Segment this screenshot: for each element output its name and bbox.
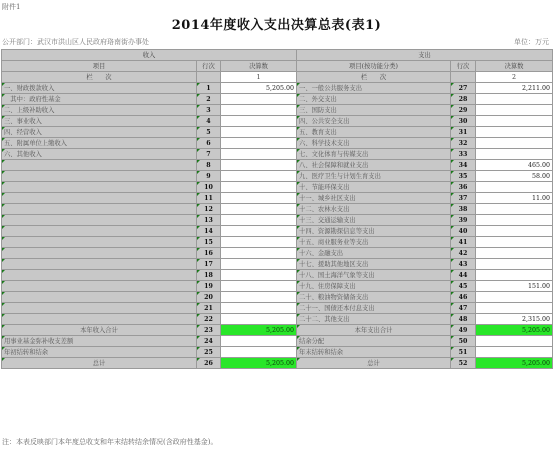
income-row-number: 20 [197, 292, 221, 303]
income-item-label: 其中：政府性基金 [2, 94, 197, 105]
income-amount [221, 182, 297, 193]
income-col-blank [197, 72, 221, 83]
table-row [2, 303, 553, 314]
income-amount [221, 259, 297, 270]
income-row-number: 23 [197, 325, 221, 336]
table-row [2, 204, 553, 215]
expenditure-row-number: 48 [451, 314, 476, 325]
income-row-number: 2 [197, 94, 221, 105]
expenditure-row-number: 27 [451, 83, 476, 94]
expenditure-amount: 2,211.00 [476, 83, 553, 94]
table-row [2, 105, 553, 116]
income-item-label [2, 248, 197, 259]
table-row [2, 215, 553, 226]
income-amount-header: 决算数 [221, 61, 297, 72]
expenditure-item-label: 五、教育支出 [297, 127, 451, 138]
expenditure-amount [476, 270, 553, 281]
expenditure-row-number: 37 [451, 193, 476, 204]
expenditure-row-number: 50 [451, 336, 476, 347]
income-amount [221, 248, 297, 259]
expenditure-item-label: 二十、粮油物资储备支出 [297, 292, 451, 303]
summary-row [2, 347, 553, 358]
expenditure-row-number: 32 [451, 138, 476, 149]
income-row-number: 9 [197, 171, 221, 182]
income-row-number: 6 [197, 138, 221, 149]
expenditure-item-label: 十九、住房保障支出 [297, 281, 451, 292]
expenditure-col-label: 栏 次 [297, 72, 451, 83]
income-row-number: 26 [197, 358, 221, 369]
expenditure-row-number: 40 [451, 226, 476, 237]
expenditure-amount: 11.00 [476, 193, 553, 204]
section-header-row [2, 50, 553, 61]
income-item-label: 二、上级补助收入 [2, 105, 197, 116]
income-item-label [2, 259, 197, 270]
income-row-number: 15 [197, 237, 221, 248]
summary-row [2, 336, 553, 347]
income-summary-amount [221, 347, 297, 358]
income-amount [221, 292, 297, 303]
table-row [2, 314, 553, 325]
income-row-number: 10 [197, 182, 221, 193]
income-amount [221, 226, 297, 237]
income-summary-label: 总计 [2, 358, 197, 369]
expenditure-amount: 465.00 [476, 160, 553, 171]
income-row-number: 16 [197, 248, 221, 259]
income-summary-amount: 5,205.00 [221, 325, 297, 336]
income-amount [221, 138, 297, 149]
expenditure-row-number: 36 [451, 182, 476, 193]
expenditure-row-number: 35 [451, 171, 476, 182]
income-amount [221, 171, 297, 182]
income-summary-amount: 5,205.00 [221, 358, 297, 369]
expenditure-item-label: 十六、金融支出 [297, 248, 451, 259]
income-amount [221, 127, 297, 138]
income-item-label: 四、经营收入 [2, 127, 197, 138]
income-row-number: 14 [197, 226, 221, 237]
income-item-header: 项目 [2, 61, 197, 72]
expenditure-amount [476, 237, 553, 248]
income-col-number: 1 [221, 72, 297, 83]
income-row-number: 12 [197, 204, 221, 215]
expenditure-summary-amount: 5,205.00 [476, 358, 553, 369]
expenditure-amount [476, 182, 553, 193]
expenditure-item-label: 二十一、国债还本付息支出 [297, 303, 451, 314]
expenditure-row-number: 42 [451, 248, 476, 259]
table-row [2, 226, 553, 237]
expenditure-item-label: 二十二、其他支出 [297, 314, 451, 325]
income-row-number: 4 [197, 116, 221, 127]
expenditure-amount: 2,315.00 [476, 314, 553, 325]
income-item-label [2, 226, 197, 237]
expenditure-amount [476, 149, 553, 160]
expenditure-summary-amount [476, 347, 553, 358]
income-item-label: 三、事业收入 [2, 116, 197, 127]
expenditure-rowno-header: 行次 [451, 61, 476, 72]
expenditure-item-label: 四、公共安全支出 [297, 116, 451, 127]
expenditure-summary-label: 本年支出合计 [297, 325, 451, 336]
expenditure-amount [476, 94, 553, 105]
expenditure-col-blank [451, 72, 476, 83]
table-row [2, 270, 553, 281]
income-row-number: 24 [197, 336, 221, 347]
expenditure-row-number: 34 [451, 160, 476, 171]
income-row-number: 8 [197, 160, 221, 171]
expenditure-amount-header: 决算数 [476, 61, 553, 72]
income-row-number: 3 [197, 105, 221, 116]
income-item-label [2, 193, 197, 204]
income-item-label [2, 204, 197, 215]
expenditure-item-label: 三、国防支出 [297, 105, 451, 116]
income-amount [221, 116, 297, 127]
table-row [2, 292, 553, 303]
income-row-number: 21 [197, 303, 221, 314]
expenditure-amount [476, 226, 553, 237]
expenditure-item-label: 九、医疗卫生与计划生育支出 [297, 171, 451, 182]
income-item-label [2, 182, 197, 193]
expenditure-summary-label: 年末结转和结余 [297, 347, 451, 358]
table-row [2, 237, 553, 248]
expenditure-row-number: 46 [451, 292, 476, 303]
income-item-label [2, 270, 197, 281]
expenditure-item-label: 八、社会保障和就业支出 [297, 160, 451, 171]
expenditure-row-number: 39 [451, 215, 476, 226]
income-amount [221, 94, 297, 105]
expenditure-item-label: 二、外交支出 [297, 94, 451, 105]
expenditure-row-number: 43 [451, 259, 476, 270]
table-row [2, 138, 553, 149]
expenditure-row-number: 41 [451, 237, 476, 248]
expenditure-row-number: 29 [451, 105, 476, 116]
income-row-number: 11 [197, 193, 221, 204]
income-item-label [2, 292, 197, 303]
table-row [2, 127, 553, 138]
table-row [2, 160, 553, 171]
table-row [2, 171, 553, 182]
income-amount [221, 314, 297, 325]
expenditure-item-label: 十一、城乡社区支出 [297, 193, 451, 204]
income-row-number: 18 [197, 270, 221, 281]
expenditure-amount: 58.00 [476, 171, 553, 182]
income-amount [221, 237, 297, 248]
income-amount: 5,205.00 [221, 83, 297, 94]
column-header-row [2, 61, 553, 72]
income-amount [221, 193, 297, 204]
expenditure-row-number: 49 [451, 325, 476, 336]
expenditure-item-label: 十八、国土海洋气象等支出 [297, 270, 451, 281]
expenditure-amount [476, 303, 553, 314]
expenditure-amount [476, 215, 553, 226]
expenditure-item-label: 十五、商业服务业等支出 [297, 237, 451, 248]
income-item-label: 五、附属单位上缴收入 [2, 138, 197, 149]
table-row [2, 83, 553, 94]
income-summary-label: 本年收入合计 [2, 325, 197, 336]
expenditure-amount [476, 292, 553, 303]
expenditure-row-number: 44 [451, 270, 476, 281]
expenditure-item-label: 十四、资源勘探信息等支出 [297, 226, 451, 237]
income-section-header: 收入 [2, 50, 297, 61]
expenditure-row-number: 52 [451, 358, 476, 369]
income-item-label [2, 237, 197, 248]
expenditure-amount [476, 116, 553, 127]
expenditure-amount [476, 127, 553, 138]
income-item-label [2, 281, 197, 292]
expenditure-summary-label: 结余分配 [297, 336, 451, 347]
expenditure-item-label: 十七、援助其他地区支出 [297, 259, 451, 270]
page-title: 2014年度收入支出决算总表(表1) [171, 18, 382, 33]
expenditure-amount [476, 248, 553, 259]
income-item-label: 一、财政拨款收入 [2, 83, 197, 94]
income-row-number: 7 [197, 149, 221, 160]
summary-row [2, 358, 553, 369]
expenditure-col-number: 2 [476, 72, 553, 83]
income-row-number: 1 [197, 83, 221, 94]
budget-table [1, 49, 553, 369]
expenditure-item-label: 十三、交通运输支出 [297, 215, 451, 226]
income-col-label: 栏 次 [2, 72, 197, 83]
table-row [2, 281, 553, 292]
expenditure-item-label: 十、节能环保支出 [297, 182, 451, 193]
income-item-label: 六、其他收入 [2, 149, 197, 160]
income-summary-label: 用事业基金弥补收支差额 [2, 336, 197, 347]
income-amount [221, 204, 297, 215]
income-row-number: 19 [197, 281, 221, 292]
expenditure-row-number: 45 [451, 281, 476, 292]
expenditure-section-header: 支出 [297, 50, 553, 61]
income-item-label [2, 171, 197, 182]
income-amount [221, 105, 297, 116]
income-amount [221, 270, 297, 281]
expenditure-amount: 151.00 [476, 281, 553, 292]
expenditure-row-number: 33 [451, 149, 476, 160]
table-row [2, 182, 553, 193]
income-amount [221, 281, 297, 292]
income-row-number: 17 [197, 259, 221, 270]
summary-row [2, 325, 553, 336]
attachment-label: 附件1 [2, 3, 21, 11]
expenditure-row-number: 51 [451, 347, 476, 358]
income-amount [221, 215, 297, 226]
table-row [2, 248, 553, 259]
income-item-label [2, 314, 197, 325]
expenditure-row-number: 28 [451, 94, 476, 105]
income-amount [221, 303, 297, 314]
table-row [2, 193, 553, 204]
footnote: 注：本表反映部门本年度总收支和年末结转结余情况(含政府性基金)。 [2, 438, 218, 446]
org-label: 公开部门：武汉市洪山区人民政府珞南街办事处 [2, 38, 149, 46]
expenditure-amount [476, 259, 553, 270]
income-amount [221, 160, 297, 171]
income-item-label [2, 303, 197, 314]
expenditure-row-number: 38 [451, 204, 476, 215]
table-row [2, 259, 553, 270]
expenditure-summary-amount: 5,205.00 [476, 325, 553, 336]
income-amount [221, 149, 297, 160]
expenditure-item-label: 一、一般公共服务支出 [297, 83, 451, 94]
income-summary-amount [221, 336, 297, 347]
expenditure-row-number: 30 [451, 116, 476, 127]
table-row [2, 94, 553, 105]
income-row-number: 25 [197, 347, 221, 358]
table-row [2, 149, 553, 160]
table-row [2, 116, 553, 127]
expenditure-row-number: 47 [451, 303, 476, 314]
expenditure-amount [476, 204, 553, 215]
income-row-number: 13 [197, 215, 221, 226]
expenditure-item-label: 六、科学技术支出 [297, 138, 451, 149]
unit-label: 单位：万元 [514, 38, 549, 46]
expenditure-amount [476, 138, 553, 149]
expenditure-amount [476, 105, 553, 116]
expenditure-summary-amount [476, 336, 553, 347]
income-row-number: 22 [197, 314, 221, 325]
income-rowno-header: 行次 [197, 61, 221, 72]
expenditure-row-number: 31 [451, 127, 476, 138]
income-summary-label: 年初结转和结余 [2, 347, 197, 358]
income-item-label [2, 215, 197, 226]
income-row-number: 5 [197, 127, 221, 138]
column-number-row [2, 72, 553, 83]
expenditure-item-label: 十二、农林水支出 [297, 204, 451, 215]
expenditure-item-header: 项目(按功能分类) [297, 61, 451, 72]
expenditure-summary-label: 总计 [297, 358, 451, 369]
income-item-label [2, 160, 197, 171]
expenditure-item-label: 七、文化体育与传媒支出 [297, 149, 451, 160]
